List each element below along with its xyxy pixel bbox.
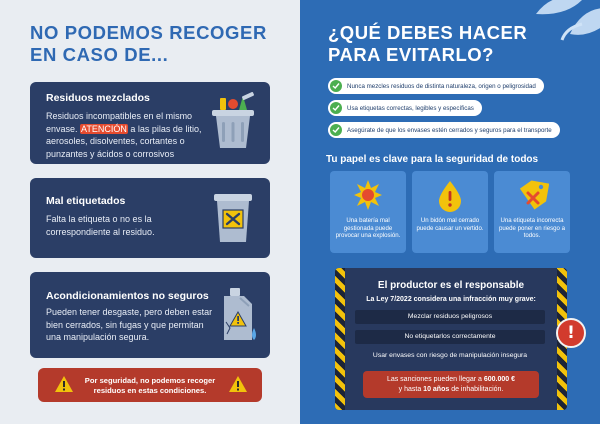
right-panel [300,0,600,424]
check-item: Nunca mezcles residuos de distinta naturaleza, origen o peligrosidad [328,78,544,94]
checkmark-icon [330,80,342,92]
left-warning-banner [38,368,262,402]
producer-title: El productor es el responsable [377,280,525,291]
tile-battery [330,171,406,253]
card-title: Residuos mezclados [46,92,150,104]
infraction-item: No etiquetarlos correctamente [355,330,545,344]
check-item: Asegúrate de que los envases estén cerrados y seguros para el transporte [328,122,560,138]
leaking-canister-icon [216,282,262,348]
card-body: Pueden tener desgaste, pero deben estar bien cerrados, sin fugas y que permitan una manipulación segura. [46,307,213,342]
crossed-label-bin-icon [206,188,260,248]
card-body: Residuos incompatibles en el mismo envase. ATENCIÓN a las pilas de litio, aerosoles, disolventes, cortantes o punzantes y ácidos o corrosivos [46,111,202,159]
attention-badge: ATENCIÓN [81,123,127,134]
producer-responsibility-box [335,268,567,410]
card-unsafe-packaging [30,272,270,358]
producer-subtitle: La Ley 7/2022 considera una infracción muy grave: [366,296,536,303]
tile-label [494,171,570,253]
card-body: Falta la etiqueta o no es la correspondiente al residuo. [46,214,155,237]
tile-drum [412,171,488,253]
sanction-banner: Las sanciones pueden llegar a 600.000 € y hasta 10 años de inhabilitación. [363,371,539,398]
left-warning-text: Por seguridad, no podemos recoger residuos en estas condiciones. [84,376,216,395]
infraction-item: Mezclar residuos peligrosos [355,310,545,324]
mixed-waste-bin-icon [206,92,260,152]
exclamation-alert-icon: ! [556,318,586,348]
tile-text: Un bidón mal cerrado puede causar un vertido. [416,217,484,232]
card-title: Acondicionamientos no seguros [46,290,209,302]
warning-tag-icon [517,179,549,211]
warning-triangle-icon [228,375,248,393]
right-title: ¿QUÉ DEBES HACER PARA EVITARLO? [328,22,528,65]
warning-triangle-icon [54,375,74,393]
card-mixed-waste [30,82,270,164]
left-title: NO PODEMOS RECOGER EN CASO DE... [30,22,267,65]
safety-subtitle: Tu papel es clave para la seguridad de todos [326,154,539,165]
explosion-icon [353,179,383,211]
card-title: Mal etiquetados [46,195,126,207]
checkmark-icon [330,124,342,136]
spill-drop-icon [435,179,465,213]
tile-text: Una batería mal gestionada puede provocar una explosión. [335,217,401,240]
card-mislabeled [30,178,270,258]
checkmark-icon [330,102,342,114]
check-item: Usa etiquetas correctas, legibles y específicas [328,100,482,116]
infraction-item: Usar envases con riesgo de manipulación insegura [372,352,528,359]
tile-text: Una etiqueta incorrecta puede poner en riesgo a todos. [498,217,566,240]
